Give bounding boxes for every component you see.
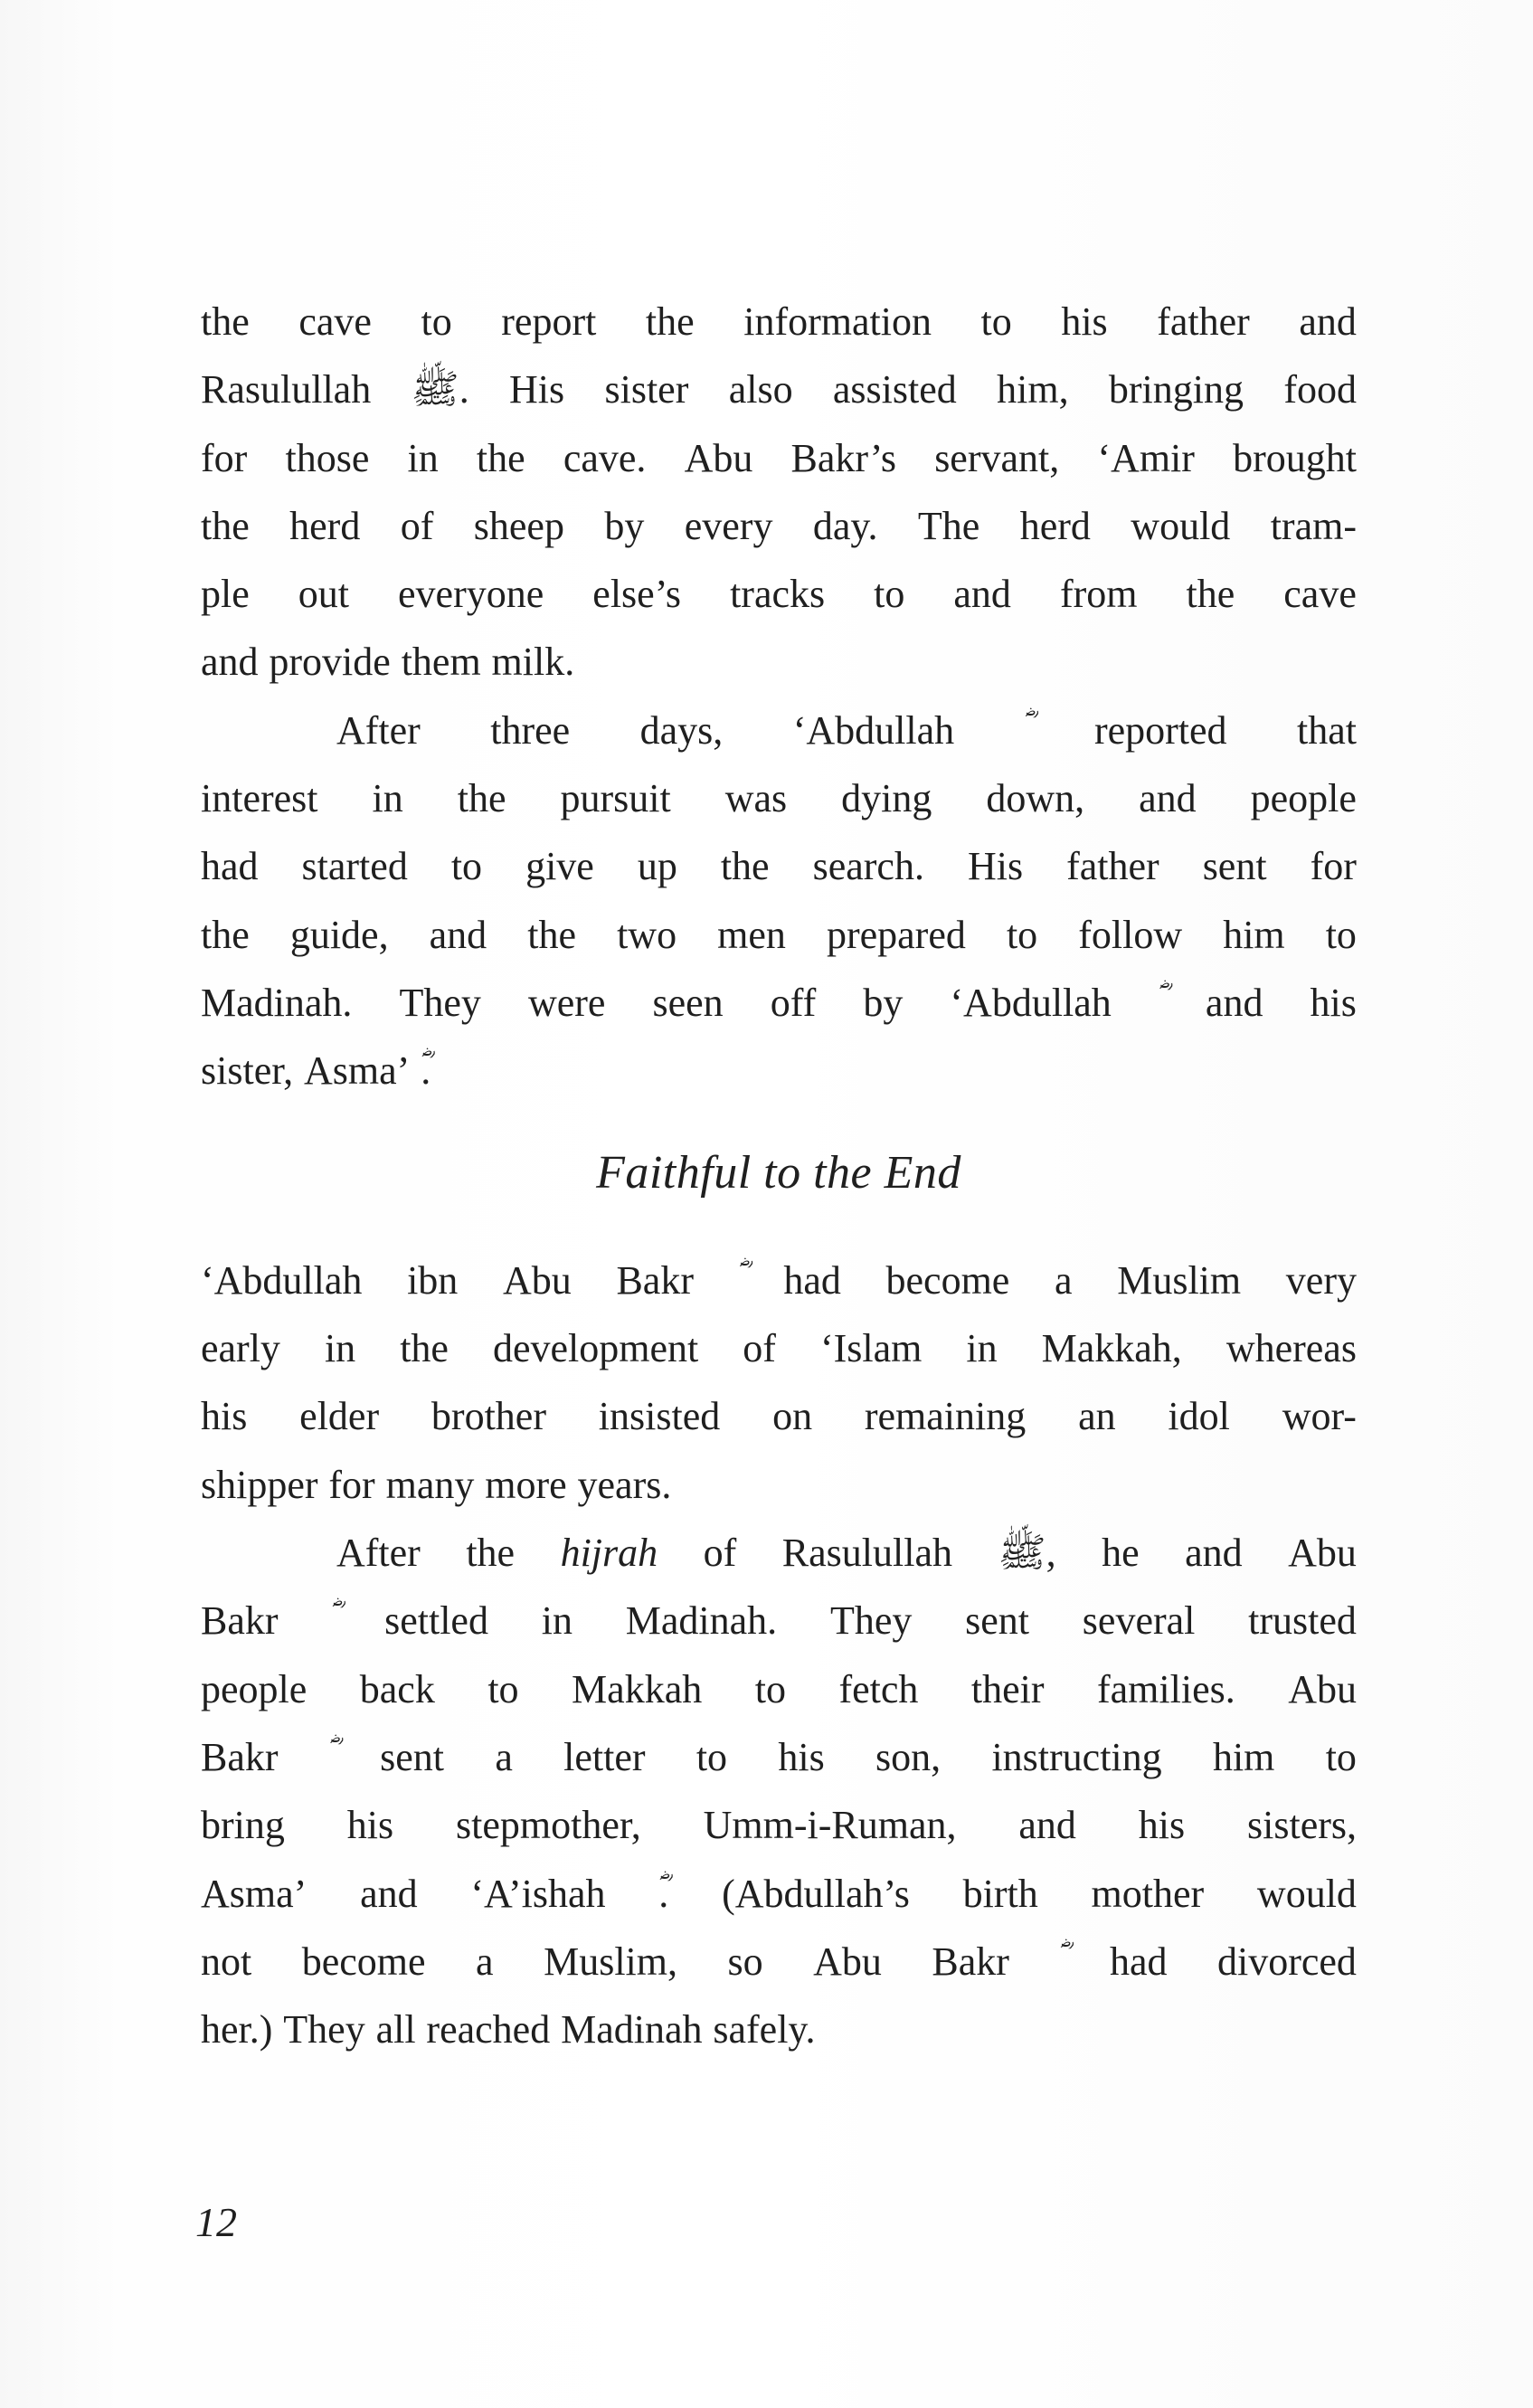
text-line: ple out everyone else’s tracks to and from the cave bbox=[201, 572, 1357, 617]
text-line: bring his stepmother, Umm-i-Ruman, and his sisters, bbox=[201, 1803, 1357, 1848]
text-line: not become a Muslim, so Abu Bakr had divorced bbox=[201, 1939, 1357, 1984]
text-line: her.) They all reached Madinah safely. bbox=[201, 2007, 816, 2052]
section-heading: Faithful to the End bbox=[596, 1146, 961, 1199]
text-line: shipper for many more years. bbox=[201, 1462, 672, 1507]
text-line: the herd of sheep by every day. The herd would tram- bbox=[201, 503, 1357, 548]
text-line: his elder brother insisted on remaining an idol wor- bbox=[201, 1394, 1357, 1439]
paragraph bbox=[201, 697, 1357, 1105]
text-line: Asma’ and ‘A’ishah ؓ. (Abdullah’s birth mother would bbox=[201, 1871, 1357, 1916]
body-text bbox=[201, 288, 1357, 2063]
paragraph bbox=[201, 288, 1357, 697]
text-line: Rasulullah ﷺ. His sister also assisted him, bringing food bbox=[201, 367, 1357, 412]
text-line: ‘Abdullah ibn Abu Bakr had become a Muslim very bbox=[201, 1257, 1357, 1303]
text-line: Madinah. They were seen off by ‘Abdullah and his bbox=[201, 980, 1357, 1025]
paragraph bbox=[201, 1247, 1357, 1519]
text-line: Bakr settled in Madinah. They sent several trusted bbox=[201, 1598, 1357, 1644]
text-line: interest in the pursuit was dying down, and people bbox=[201, 776, 1357, 821]
text-line: After the hijrah of Rasulullah ﷺ, he and Abu bbox=[336, 1531, 1357, 1576]
text-line: After three days, ‘Abdullah reported that bbox=[336, 707, 1357, 753]
text-line: for those in the cave. Abu Bakr’s servant, ‘Amir brought bbox=[201, 435, 1357, 480]
text-line: sister, Asma’ ؓ. bbox=[201, 1048, 431, 1094]
text-line: people back to Makkah to fetch their families. Abu bbox=[201, 1666, 1357, 1711]
text-line: the cave to report the information to his father and bbox=[201, 299, 1357, 344]
text-line: and provide them milk. bbox=[201, 640, 575, 685]
page-number: 12 bbox=[195, 2199, 237, 2245]
text-line: Bakr sent a letter to his son, instructing him to bbox=[201, 1734, 1357, 1779]
text-line: early in the development of ‘Islam in Makkah, whereas bbox=[201, 1326, 1357, 1371]
text-line: the guide, and the two men prepared to follow him to bbox=[201, 912, 1357, 957]
text-line: had started to give up the search. His father sent for bbox=[201, 844, 1357, 889]
paragraph bbox=[201, 1519, 1357, 2063]
